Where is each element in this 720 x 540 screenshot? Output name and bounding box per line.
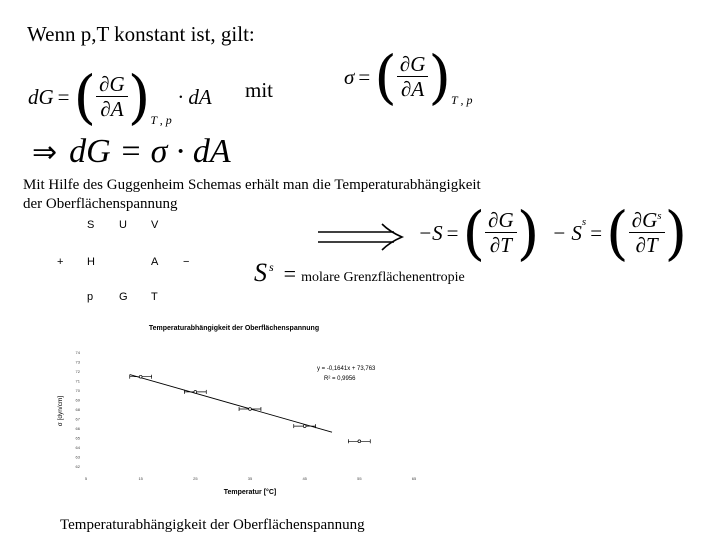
right-paren: ) — [516, 199, 540, 267]
eq1-fraction — [96, 73, 128, 121]
eq6-text: molare Grenzflächenentropie — [301, 270, 465, 285]
left-paren: ( — [462, 199, 486, 267]
x-tick-label: 5 — [84, 476, 88, 481]
x-tick-label: 25 — [193, 476, 198, 481]
body-text — [23, 176, 643, 214]
left-paren: ( — [374, 43, 397, 111]
y-tick-label: 73 — [75, 359, 80, 365]
eq1-numerator: ∂G — [96, 73, 128, 97]
right-paren: ) — [664, 199, 688, 267]
body-text-line2: der Oberflächenspannung — [23, 196, 178, 212]
eq6-equals: = — [283, 261, 297, 286]
y-tick-label: 70 — [75, 388, 80, 393]
eq1-equals: = — [57, 84, 70, 109]
x-tick-label: 15 — [138, 476, 143, 481]
eq4-denominator: ∂T — [489, 232, 512, 257]
scheme-u: U — [119, 219, 127, 231]
right-paren: ) — [127, 63, 151, 131]
eq1-denominator: ∂A — [100, 96, 124, 121]
big-implies-arrow-icon — [316, 222, 406, 257]
x-tick-label: 55 — [357, 476, 362, 481]
left-paren: ( — [73, 63, 97, 131]
eq5-num-sup: s — [657, 209, 662, 222]
eq5-numerator-text: ∂G — [631, 207, 658, 232]
equation-result — [32, 133, 231, 171]
trendline — [130, 375, 332, 433]
y-tick-label: 67 — [75, 416, 80, 422]
eq1-subscript: T , p — [150, 113, 172, 127]
scheme-h: H — [87, 256, 95, 268]
y-tick-label: 64 — [75, 445, 80, 450]
y-tick-label: 71 — [75, 378, 80, 384]
scheme-p: p — [87, 291, 94, 303]
scheme-a: A — [151, 256, 159, 268]
x-tick-label: 45 — [302, 476, 307, 481]
equation-dg — [28, 62, 212, 132]
eq5-numerator — [629, 209, 665, 233]
scheme-t: T — [151, 291, 158, 303]
eq1-rhs: · dA — [177, 84, 212, 109]
heading: Wenn p,T konstant ist, gilt: — [27, 22, 255, 46]
data-point — [358, 440, 361, 443]
eq4-numerator: ∂G — [485, 209, 517, 233]
eq6-lhs: S — [254, 258, 267, 287]
eq2-subscript: T , p — [451, 93, 473, 107]
implies-icon: ⇒ — [32, 134, 58, 170]
chart-title: Temperaturabhängigkeit der Oberflächenspannung — [148, 325, 320, 332]
surface-tension-chart — [44, 318, 424, 500]
eq5-equals: = — [590, 220, 603, 245]
eq4-fraction — [485, 209, 517, 257]
eq2-equals: = — [358, 64, 371, 89]
equation-molar-entropy — [254, 258, 465, 288]
equation-surface-entropy — [552, 198, 687, 268]
eq3-text: dG = σ · dA — [69, 133, 231, 170]
eq2-lhs: σ — [344, 64, 355, 89]
x-tick-label: 35 — [247, 476, 253, 481]
scheme-g: G — [119, 291, 128, 303]
eq5-denominator: ∂T — [635, 232, 658, 257]
regression-equation: y = -0,1641x + 73,763 — [317, 366, 376, 372]
regression-r2: R² = 0,9956 — [324, 376, 356, 382]
eq2-denominator: ∂A — [401, 76, 425, 101]
scheme-v: V — [151, 219, 159, 231]
data-point — [139, 375, 142, 378]
eq1-lhs: dG — [28, 84, 54, 109]
right-paren: ) — [428, 43, 452, 111]
y-tick-label: 72 — [75, 369, 80, 374]
eq5-lhs: − S — [552, 220, 582, 245]
data-point — [303, 425, 306, 428]
scheme-minus: − — [183, 256, 190, 268]
y-tick-label: 68 — [75, 407, 80, 412]
eq5-lhs-sup: s — [581, 216, 587, 228]
body-text-line1: Mit Hilfe des Guggenheim Schemas erhält man die Temperaturabhängigkeit — [23, 177, 481, 193]
y-tick-label: 65 — [75, 435, 80, 441]
x-axis-label: Temperatur [°C] — [223, 489, 277, 496]
eq4-lhs: −S — [418, 220, 443, 245]
scheme-plus: + — [57, 256, 64, 268]
y-tick-label: 66 — [75, 426, 80, 431]
y-axis-label: σ [dyn/cm] — [57, 395, 64, 427]
x-tick-label: 65 — [411, 476, 417, 481]
data-point — [249, 408, 252, 411]
y-tick-label: 74 — [75, 350, 80, 355]
y-tick-label: 63 — [75, 454, 80, 460]
y-tick-label: 69 — [75, 397, 80, 403]
left-paren: ( — [606, 199, 629, 267]
data-point — [194, 391, 197, 394]
mit-label: mit — [245, 78, 274, 102]
eq4-equals: = — [446, 220, 459, 245]
eq2-numerator: ∂G — [397, 53, 429, 77]
eq5-fraction — [629, 209, 665, 257]
caption: Temperaturabhängigkeit der Oberflächenspannung — [60, 517, 365, 533]
eq2-fraction — [397, 53, 429, 101]
scheme-s: S — [87, 219, 95, 231]
eq6-lhs-sup: s — [269, 260, 274, 274]
equation-sigma — [344, 42, 473, 112]
y-tick-label: 62 — [75, 464, 80, 469]
